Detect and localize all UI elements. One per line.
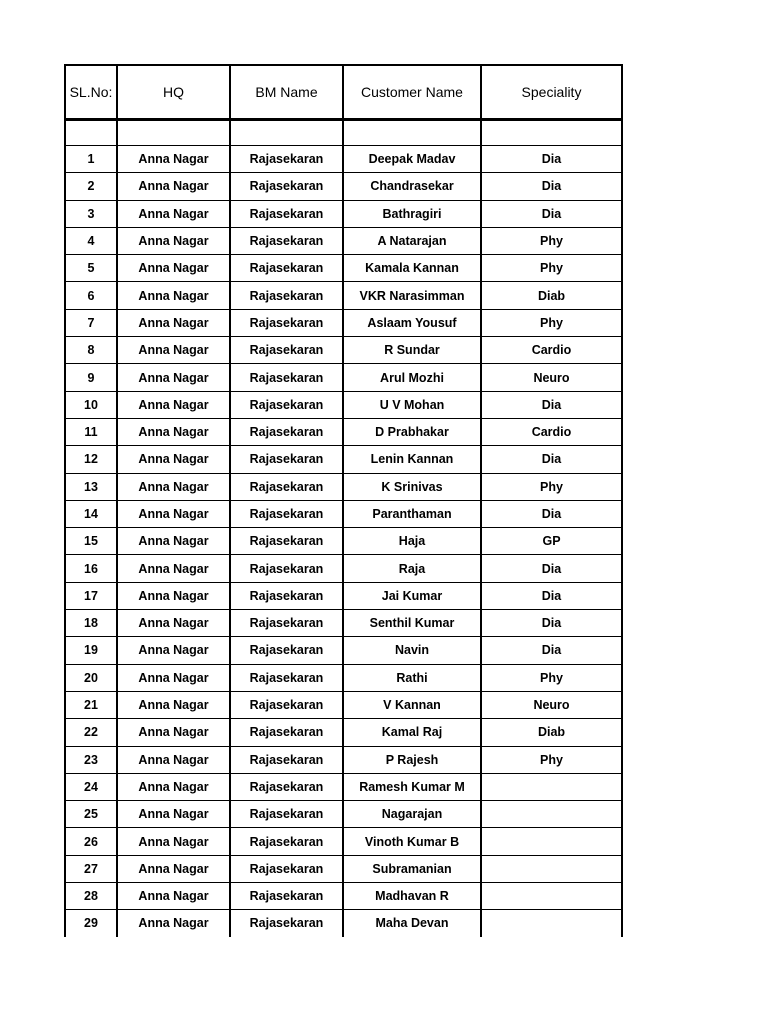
cell-bm-name: Rajasekaran [230, 337, 343, 364]
cell-bm-name: Rajasekaran [230, 309, 343, 336]
cell-sl-no: 6 [65, 282, 117, 309]
cell-sl-no: 2 [65, 173, 117, 200]
cell-hq: Anna Nagar [117, 418, 230, 445]
cell-bm-name: Rajasekaran [230, 828, 343, 855]
cell-speciality [481, 855, 622, 882]
cell-hq: Anna Nagar [117, 337, 230, 364]
cell-customer-name: Bathragiri [343, 200, 481, 227]
header-hq: HQ [117, 65, 230, 120]
cell-hq: Anna Nagar [117, 146, 230, 173]
cell-customer-name: Raja [343, 555, 481, 582]
table-row [65, 801, 622, 828]
cell-speciality [481, 773, 622, 800]
cell-hq: Anna Nagar [117, 691, 230, 718]
cell-sl-no: 12 [65, 446, 117, 473]
cell-sl-no: 28 [65, 883, 117, 910]
cell-hq: Anna Nagar [117, 173, 230, 200]
cell-hq: Anna Nagar [117, 910, 230, 937]
table-row [65, 473, 622, 500]
header-row [65, 65, 622, 120]
cell-hq: Anna Nagar [117, 446, 230, 473]
cell-hq: Anna Nagar [117, 309, 230, 336]
cell-speciality: Phy [481, 227, 622, 254]
table-row [65, 528, 622, 555]
cell-sl-no: 23 [65, 746, 117, 773]
table-row [65, 255, 622, 282]
cell-customer-name: Jai Kumar [343, 582, 481, 609]
blank-cell [65, 120, 117, 146]
cell-hq: Anna Nagar [117, 801, 230, 828]
cell-customer-name: Deepak Madav [343, 146, 481, 173]
cell-customer-name: Ramesh Kumar M [343, 773, 481, 800]
cell-speciality: Neuro [481, 364, 622, 391]
cell-hq: Anna Nagar [117, 582, 230, 609]
cell-customer-name: P Rajesh [343, 746, 481, 773]
cell-speciality: Phy [481, 746, 622, 773]
cell-speciality: Dia [481, 146, 622, 173]
cell-hq: Anna Nagar [117, 555, 230, 582]
table-row [65, 582, 622, 609]
cell-speciality: Phy [481, 309, 622, 336]
table-row [65, 364, 622, 391]
cell-sl-no: 18 [65, 610, 117, 637]
table-row [65, 173, 622, 200]
cell-speciality: Dia [481, 610, 622, 637]
table-row [65, 828, 622, 855]
cell-customer-name: Kamal Raj [343, 719, 481, 746]
cell-sl-no: 29 [65, 910, 117, 937]
table-row [65, 719, 622, 746]
cell-speciality: Dia [481, 200, 622, 227]
cell-speciality: Phy [481, 473, 622, 500]
cell-bm-name: Rajasekaran [230, 200, 343, 227]
cell-customer-name: Chandrasekar [343, 173, 481, 200]
cell-customer-name: Maha Devan [343, 910, 481, 937]
blank-cell [117, 120, 230, 146]
cell-bm-name: Rajasekaran [230, 855, 343, 882]
table-row [65, 664, 622, 691]
cell-hq: Anna Nagar [117, 500, 230, 527]
cell-sl-no: 17 [65, 582, 117, 609]
cell-speciality [481, 883, 622, 910]
cell-speciality: GP [481, 528, 622, 555]
cell-speciality: Dia [481, 391, 622, 418]
cell-bm-name: Rajasekaran [230, 773, 343, 800]
cell-speciality: Dia [481, 500, 622, 527]
cell-hq: Anna Nagar [117, 227, 230, 254]
cell-sl-no: 15 [65, 528, 117, 555]
table-body [65, 120, 622, 937]
cell-customer-name: R Sundar [343, 337, 481, 364]
table-row [65, 910, 622, 937]
cell-bm-name: Rajasekaran [230, 910, 343, 937]
header-bm-name: BM Name [230, 65, 343, 120]
cell-speciality: Dia [481, 173, 622, 200]
cell-bm-name: Rajasekaran [230, 528, 343, 555]
cell-hq: Anna Nagar [117, 610, 230, 637]
cell-bm-name: Rajasekaran [230, 637, 343, 664]
cell-speciality: Dia [481, 555, 622, 582]
cell-customer-name: Haja [343, 528, 481, 555]
table-row [65, 855, 622, 882]
table-row [65, 691, 622, 718]
cell-bm-name: Rajasekaran [230, 746, 343, 773]
cell-speciality: Dia [481, 446, 622, 473]
cell-hq: Anna Nagar [117, 255, 230, 282]
cell-hq: Anna Nagar [117, 828, 230, 855]
cell-speciality [481, 828, 622, 855]
cell-speciality: Dia [481, 637, 622, 664]
table-row [65, 555, 622, 582]
table-row [65, 746, 622, 773]
cell-bm-name: Rajasekaran [230, 473, 343, 500]
cell-sl-no: 5 [65, 255, 117, 282]
cell-sl-no: 25 [65, 801, 117, 828]
table-row [65, 610, 622, 637]
cell-sl-no: 20 [65, 664, 117, 691]
cell-sl-no: 10 [65, 391, 117, 418]
cell-bm-name: Rajasekaran [230, 255, 343, 282]
cell-bm-name: Rajasekaran [230, 719, 343, 746]
table-row [65, 773, 622, 800]
blank-cell [343, 120, 481, 146]
cell-sl-no: 9 [65, 364, 117, 391]
cell-speciality: Phy [481, 255, 622, 282]
header-customer-name: Customer Name [343, 65, 481, 120]
cell-speciality: Diab [481, 719, 622, 746]
cell-customer-name: Paranthaman [343, 500, 481, 527]
cell-bm-name: Rajasekaran [230, 391, 343, 418]
table-row [65, 200, 622, 227]
customer-table [64, 64, 623, 937]
cell-customer-name: Madhavan R [343, 883, 481, 910]
cell-customer-name: A Natarajan [343, 227, 481, 254]
cell-bm-name: Rajasekaran [230, 555, 343, 582]
blank-row [65, 120, 622, 146]
cell-bm-name: Rajasekaran [230, 500, 343, 527]
cell-hq: Anna Nagar [117, 883, 230, 910]
cell-customer-name: Aslaam Yousuf [343, 309, 481, 336]
cell-bm-name: Rajasekaran [230, 364, 343, 391]
table-row [65, 500, 622, 527]
cell-customer-name: Rathi [343, 664, 481, 691]
cell-bm-name: Rajasekaran [230, 610, 343, 637]
cell-sl-no: 21 [65, 691, 117, 718]
table-row [65, 337, 622, 364]
cell-speciality: Phy [481, 664, 622, 691]
cell-sl-no: 4 [65, 227, 117, 254]
cell-sl-no: 22 [65, 719, 117, 746]
table-row [65, 391, 622, 418]
cell-bm-name: Rajasekaran [230, 146, 343, 173]
cell-hq: Anna Nagar [117, 200, 230, 227]
cell-customer-name: D Prabhakar [343, 418, 481, 445]
table-row [65, 637, 622, 664]
cell-bm-name: Rajasekaran [230, 282, 343, 309]
table-row [65, 418, 622, 445]
cell-customer-name: Navin [343, 637, 481, 664]
table-row [65, 282, 622, 309]
cell-bm-name: Rajasekaran [230, 582, 343, 609]
blank-cell [230, 120, 343, 146]
cell-hq: Anna Nagar [117, 855, 230, 882]
cell-sl-no: 24 [65, 773, 117, 800]
customer-list-sheet [64, 64, 621, 937]
cell-bm-name: Rajasekaran [230, 227, 343, 254]
cell-bm-name: Rajasekaran [230, 691, 343, 718]
table-row [65, 309, 622, 336]
cell-bm-name: Rajasekaran [230, 446, 343, 473]
cell-sl-no: 26 [65, 828, 117, 855]
cell-speciality: Neuro [481, 691, 622, 718]
cell-sl-no: 3 [65, 200, 117, 227]
cell-sl-no: 19 [65, 637, 117, 664]
cell-customer-name: K Srinivas [343, 473, 481, 500]
cell-customer-name: Lenin Kannan [343, 446, 481, 473]
cell-sl-no: 8 [65, 337, 117, 364]
cell-customer-name: V Kannan [343, 691, 481, 718]
cell-hq: Anna Nagar [117, 664, 230, 691]
blank-cell [481, 120, 622, 146]
cell-sl-no: 7 [65, 309, 117, 336]
cell-customer-name: U V Mohan [343, 391, 481, 418]
cell-hq: Anna Nagar [117, 364, 230, 391]
cell-speciality [481, 801, 622, 828]
cell-customer-name: Senthil Kumar [343, 610, 481, 637]
cell-hq: Anna Nagar [117, 773, 230, 800]
table-row [65, 146, 622, 173]
cell-sl-no: 1 [65, 146, 117, 173]
cell-bm-name: Rajasekaran [230, 173, 343, 200]
cell-sl-no: 11 [65, 418, 117, 445]
cell-hq: Anna Nagar [117, 473, 230, 500]
cell-hq: Anna Nagar [117, 282, 230, 309]
cell-hq: Anna Nagar [117, 391, 230, 418]
cell-sl-no: 13 [65, 473, 117, 500]
cell-speciality: Cardio [481, 418, 622, 445]
cell-hq: Anna Nagar [117, 719, 230, 746]
cell-bm-name: Rajasekaran [230, 883, 343, 910]
cell-sl-no: 14 [65, 500, 117, 527]
cell-speciality: Diab [481, 282, 622, 309]
table-row [65, 446, 622, 473]
cell-customer-name: Vinoth Kumar B [343, 828, 481, 855]
cell-hq: Anna Nagar [117, 528, 230, 555]
cell-bm-name: Rajasekaran [230, 664, 343, 691]
cell-bm-name: Rajasekaran [230, 801, 343, 828]
cell-sl-no: 16 [65, 555, 117, 582]
cell-customer-name: Arul Mozhi [343, 364, 481, 391]
cell-bm-name: Rajasekaran [230, 418, 343, 445]
table-row [65, 883, 622, 910]
cell-speciality: Dia [481, 582, 622, 609]
cell-speciality: Cardio [481, 337, 622, 364]
cell-speciality [481, 910, 622, 937]
cell-customer-name: Kamala Kannan [343, 255, 481, 282]
header-speciality: Speciality [481, 65, 622, 120]
cell-customer-name: VKR Narasimman [343, 282, 481, 309]
table-row [65, 227, 622, 254]
header-sl-no: SL.No: [65, 65, 117, 120]
cell-customer-name: Nagarajan [343, 801, 481, 828]
cell-hq: Anna Nagar [117, 637, 230, 664]
cell-sl-no: 27 [65, 855, 117, 882]
cell-hq: Anna Nagar [117, 746, 230, 773]
cell-customer-name: Subramanian [343, 855, 481, 882]
